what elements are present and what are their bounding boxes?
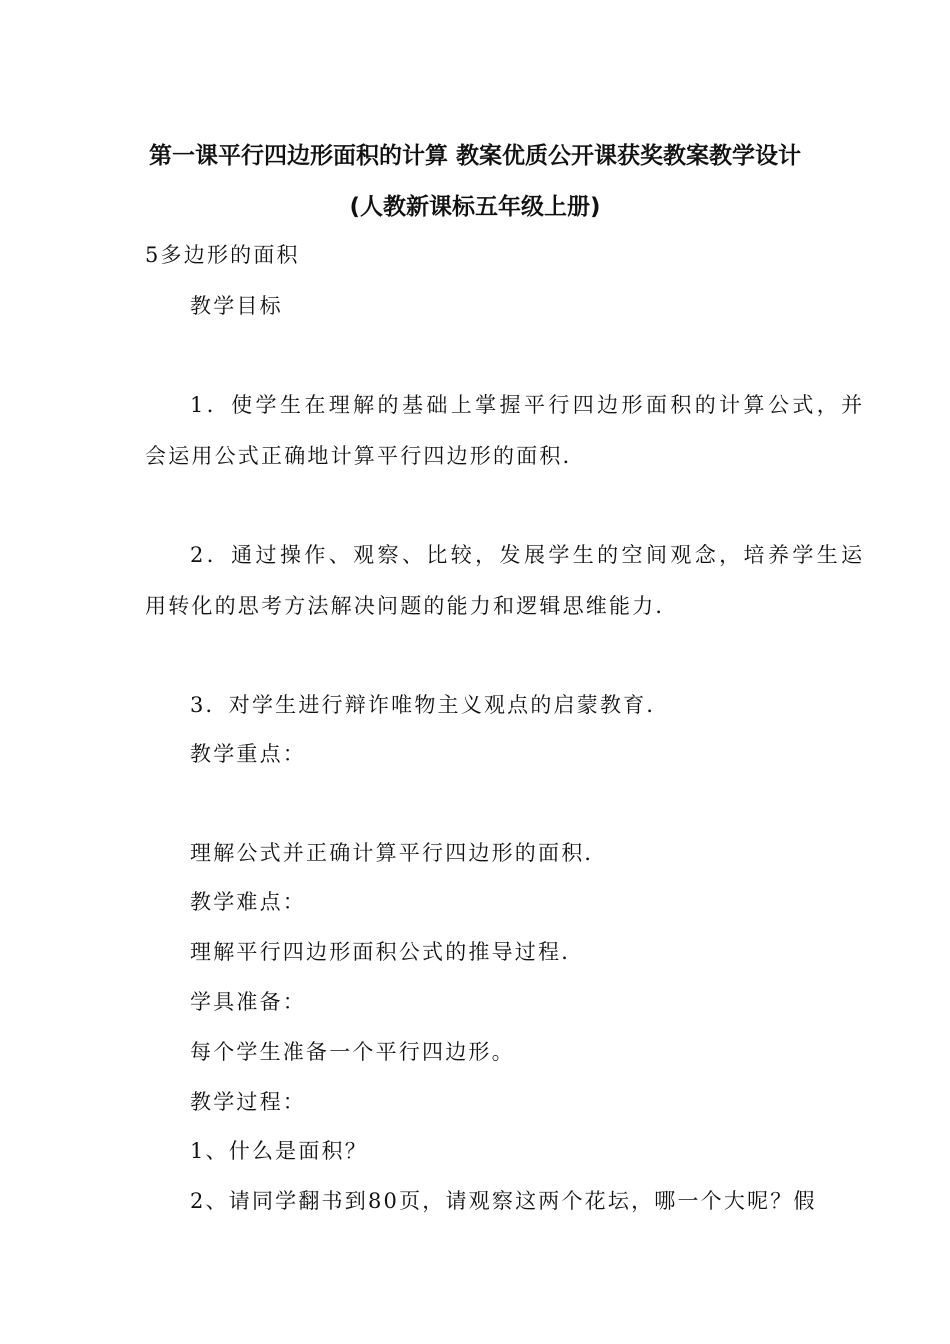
difficulties-text: 理解平行四边形面积公式的推导过程． <box>190 940 585 964</box>
key-points-heading: 教学重点： <box>190 742 306 766</box>
objective-1-line-1: 1．使学生在理解的基础上掌握平行四边形面积的计算公式，并 <box>190 393 866 417</box>
materials-heading: 学具准备： <box>190 990 306 1014</box>
objective-3: 3．对学生进行辩诈唯物主义观点的启蒙教育． <box>190 693 670 717</box>
objective-2-line-2: 用转化的思考方法解决问题的能力和逻辑思维能力． <box>145 594 679 618</box>
difficulties-heading: 教学难点： <box>190 890 306 914</box>
process-heading: 教学过程： <box>190 1090 306 1114</box>
objective-2-line-1: 2．通过操作、观察、比较，发展学生的空间观念，培养学生运 <box>190 543 866 567</box>
document-title: 第一课平行四边形面积的计算 教案优质公开课获奖教案教学设计 <box>148 143 801 169</box>
key-points-text: 理解公式并正确计算平行四边形的面积． <box>190 841 608 865</box>
section-heading: 5多边形的面积 <box>145 243 300 267</box>
process-step-1: 1、什么是面积？ <box>190 1139 368 1163</box>
document-subtitle: (人教新课标五年级上册) <box>349 194 601 220</box>
materials-text: 每个学生准备一个平行四边形。 <box>190 1040 515 1064</box>
objective-1-line-2: 会运用公式正确地计算平行四边形的面积． <box>145 444 586 468</box>
process-step-2: 2、请同学翻书到80页，请观察这两个花坛，哪一个大呢？假 <box>190 1189 817 1213</box>
objectives-heading: 教学目标 <box>190 294 283 318</box>
